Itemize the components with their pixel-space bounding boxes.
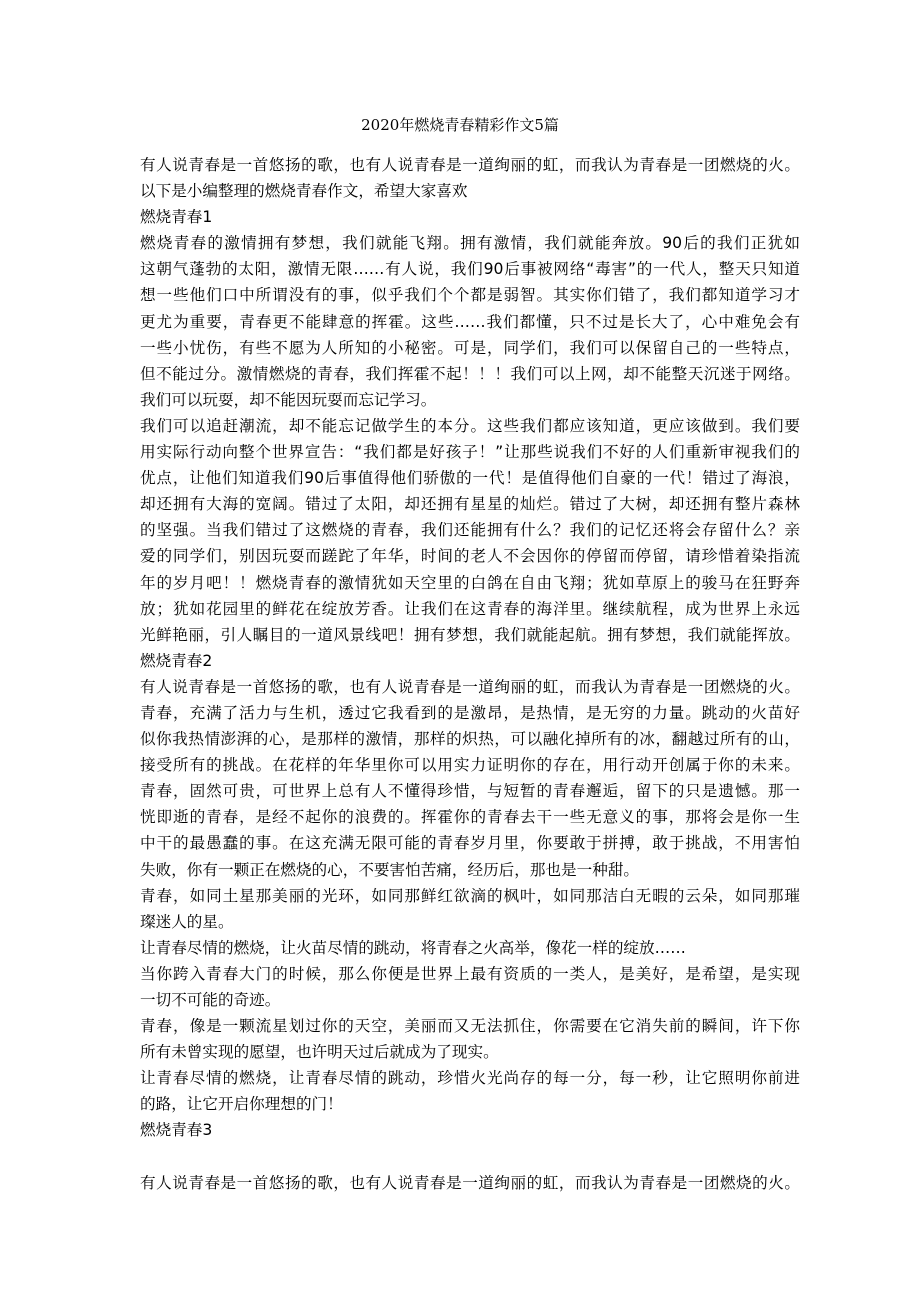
- text-line: 璨迷人的星。: [140, 912, 234, 931]
- text-line: 有人说青春是一首悠扬的歌，也有人说青春是一道绚丽的虹，而我认为青春是一团燃烧的火。: [140, 677, 800, 696]
- text-line: 我们可以追赶潮流，却不能忘记做学生的本分。这些我们都应该知道，更应该做到。我们要: [140, 416, 800, 435]
- text-line: 光鲜艳丽，引人瞩目的一道风景线吧！拥有梦想，我们就能起航。拥有梦想，我们就能挥放。: [140, 625, 800, 644]
- text-line: 青春，固然可贵，可世界上总有人不懂得珍惜，与短暂的青春邂逅，留下的只是遗憾。那一: [140, 782, 800, 801]
- text-line: 想一些他们口中所谓没有的事，似乎我们个个都是弱智。其实你们错了，我们都知道学习才: [140, 286, 800, 305]
- text-line: 一些小忧伤，有些不愿为人所知的小秘密。可是，同学们，我们可以保留自己的一些特点，: [140, 338, 800, 357]
- text-line: 似你我热情澎湃的心，是那样的激情，那样的炽热，可以融化掉所有的冰，翻越过所有的山，: [140, 730, 800, 749]
- text-line: 让青春尽情的燃烧，让青春尽情的跳动，珍惜火光尚存的每一分，每一秒，让它照明你前进: [140, 1069, 800, 1088]
- text-line: 有人说青春是一首悠扬的歌，也有人说青春是一道绚丽的虹，而我认为青春是一团燃烧的火。: [140, 1173, 800, 1192]
- text-line: 燃烧青春1: [140, 208, 213, 227]
- text-line: 但不能过分。激情燃烧的青春，我们挥霍不起！！！我们可以上网，却不能整天沉迷于网络。: [140, 364, 800, 383]
- text-line: 所有未曾实现的愿望，也许明天过后就成为了现实。: [140, 1043, 499, 1062]
- text-line: 以下是小编整理的燃烧青春作文，希望大家喜欢: [140, 182, 468, 201]
- text-line: 用实际行动向整个世界宣告：“我们都是好孩子！”让那些说我们不好的人们重新审视我们的: [140, 443, 800, 462]
- text-line: 这朝气蓬勃的太阳，激情无限……有人说，我们90后事被网络“毒害”的一代人，整天只知道: [140, 260, 800, 279]
- text-line: 爱的同学们，别因玩耍而蹉跎了年华，时间的老人不会因你的停留而停留，请珍惜着染指流: [140, 547, 800, 566]
- text-line: 燃烧青春3: [140, 1121, 213, 1140]
- text-line: [140, 1144, 800, 1170]
- document-body: [140, 152, 800, 1196]
- text-line: 燃烧青春2: [140, 651, 213, 670]
- text-line: 年的岁月吧！！燃烧青春的激情犹如天空里的白鸽在自由飞翔；犹如草原上的骏马在狂野奔: [140, 573, 800, 592]
- text-line: 的坚强。当我们错过了这燃烧的青春，我们还能拥有什么？我们的记忆还将会存留什么？亲: [140, 521, 800, 540]
- document-title: 2020年燃烧青春精彩作文5篇: [361, 116, 559, 134]
- text-line: 更尤为重要，青春更不能肆意的挥霍。这些……我们都懂，只不过是长大了，心中难免会有: [140, 312, 800, 331]
- text-line: 燃烧青春的激情拥有梦想，我们就能飞翔。拥有激情，我们就能奔放。90后的我们正犹如: [140, 234, 800, 253]
- text-line: 有人说青春是一首悠扬的歌，也有人说青春是一道绚丽的虹，而我认为青春是一团燃烧的火。: [140, 156, 800, 174]
- text-line: 却还拥有大海的宽阔。错过了太阳，却还拥有星星的灿烂。错过了大树，却还拥有整片森林: [140, 495, 800, 514]
- text-line: 的路，让它开启你理想的门！: [140, 1095, 343, 1114]
- text-line: 当你跨入青春大门的时候，那么你便是世界上最有资质的一类人，是美好，是希望，是实现: [140, 964, 800, 983]
- text-line: 接受所有的挑战。在花样的年华里你可以用实力证明你的存在，用行动开创属于你的未来。: [140, 756, 800, 775]
- text-line: 优点，让他们知道我们90后事值得他们骄傲的一代！是值得他们自豪的一代！错过了海浪，: [140, 469, 800, 488]
- text-line: 中干的最愚蠢的事。在这充满无限可能的青春岁月里，你要敢于拼搏，敢于挑战，不用害怕: [140, 834, 800, 853]
- text-line: 青春，像是一颗流星划过你的天空，美丽而又无法抓住，你需要在它消失前的瞬间，许下你: [140, 1017, 800, 1036]
- text-line: 我们可以玩耍，却不能因玩耍而忘记学习。: [140, 390, 437, 409]
- text-line: 让青春尽情的燃烧，让火苗尽情的跳动，将青春之火高举，像花一样的绽放……: [140, 938, 686, 957]
- text-line: 青春，充满了活力与生机，透过它我看到的是激昂，是热情，是无穷的力量。跳动的火苗好: [140, 703, 800, 722]
- text-line: 失败，你有一颗正在燃烧的心，不要害怕苦痛，经历后，那也是一种甜。: [140, 860, 640, 879]
- text-line: 放；犹如花园里的鲜花在绽放芳香。让我们在这青春的海洋里。继续航程，成为世界上永远: [140, 599, 800, 618]
- text-line: 一切不可能的奇迹。: [140, 991, 281, 1009]
- text-line: 恍即逝的青春，是经不起你的浪费的。挥霍你的青春去干一些无意义的事，那将会是你一生: [140, 808, 800, 827]
- text-line: 青春，如同土星那美丽的光环，如同那鲜红欲滴的枫叶，如同那洁白无暇的云朵，如同那璀: [140, 886, 800, 905]
